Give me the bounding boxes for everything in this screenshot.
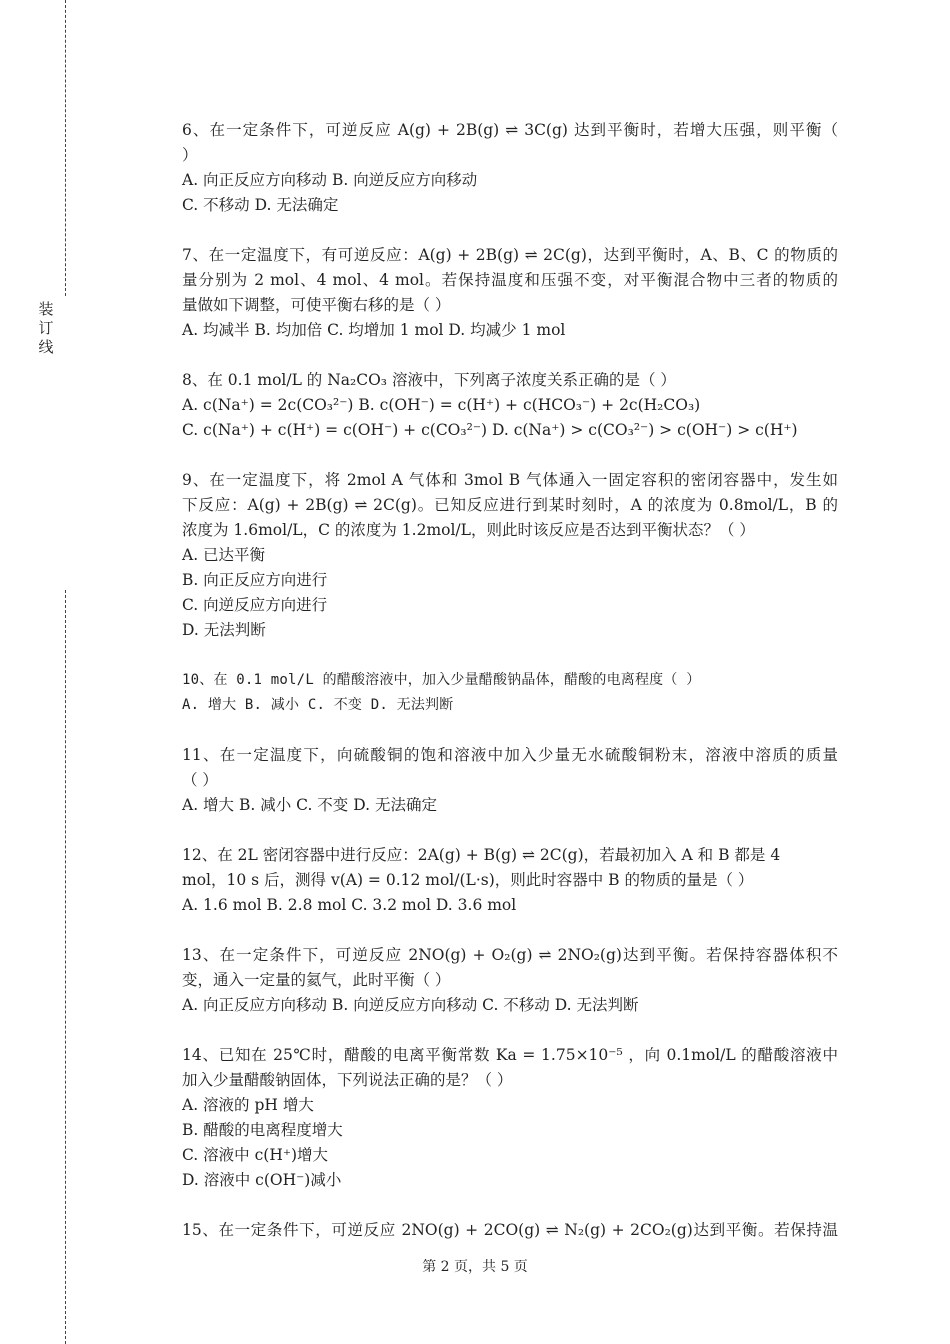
question-options: A. 增大 B. 减小 C. 不变 D. 无法判断: [182, 697, 454, 713]
question-option: D. 无法判断: [182, 621, 266, 639]
question-options: C. c(Na⁺) + c(H⁺) = c(OH⁻) + c(CO₃²⁻) D. c(Na⁺) > c(CO₃²⁻) > c(OH⁻) > c(H⁺): [182, 421, 798, 439]
question-options: A. c(Na⁺) = 2c(CO₃²⁻) B. c(OH⁻) = c(H⁺) + c(HCO₃⁻) + 2c(H₂CO₃): [182, 396, 701, 414]
question-option: A. 溶液的 pH 增大: [182, 1096, 314, 1114]
question-stem: 量做如下调整，可使平衡右移的是（ ）: [182, 296, 451, 314]
question-option: B. 醋酸的电离程度增大: [182, 1121, 343, 1139]
question-12: [182, 843, 838, 918]
question-options: A. 向正反应方向移动 B. 向逆反应方向移动: [182, 171, 478, 189]
question-stem: 6、在一定条件下，可逆反应 A(g) + 2B(g) ⇌ 3C(g) 达到平衡时，若增大压强，则平衡（: [182, 121, 838, 139]
question-stem: mol，10 s 后，测得 v(A) = 0.12 mol/(L·s)，则此时容器中 B 的物质的量是（ ）: [182, 871, 754, 889]
question-7: [182, 243, 838, 343]
question-10: [182, 668, 838, 718]
question-stem: 8、在 0.1 mol/L 的 Na₂CO₃ 溶液中，下列离子浓度关系正确的是（ ）: [182, 371, 676, 389]
question-8: [182, 368, 838, 443]
question-option: B. 向正反应方向进行: [182, 571, 328, 589]
question-option: D. 溶液中 c(OH⁻)减小: [182, 1171, 342, 1189]
question-6: [182, 118, 838, 218]
question-stem: ）: [182, 146, 198, 164]
question-options: A. 向正反应方向移动 B. 向逆反应方向移动 C. 不移动 D. 无法判断: [182, 996, 639, 1014]
question-stem: 12、在 2L 密闭容器中进行反应：2A(g) + B(g) ⇌ 2C(g)，若最初加入 A 和 B 都是 4: [182, 846, 781, 864]
question-option: C. 溶液中 c(H⁺)增大: [182, 1146, 329, 1164]
question-options: A. 增大 B. 减小 C. 不变 D. 无法确定: [182, 796, 437, 814]
binding-dashed-line-bottom: [65, 590, 66, 1344]
question-stem: （ ）: [182, 771, 218, 789]
question-11: [182, 743, 838, 818]
question-option: A. 已达平衡: [182, 546, 266, 564]
question-stem: 14、已知在 25℃时，醋酸的电离平衡常数 Ka = 1.75×10⁻⁵ ，向 0.1mol/L 的醋酸溶液中: [182, 1046, 838, 1064]
question-stem: 浓度为 1.6mol/L，C 的浓度为 1.2mol/L，则此时该反应是否达到平衡状态？（ ）: [182, 521, 755, 539]
question-stem: 11、在一定温度下，向硫酸铜的饱和溶液中加入少量无水硫酸铜粉末，溶液中溶质的质量: [182, 746, 838, 764]
question-option: C. 向逆反应方向进行: [182, 596, 328, 614]
question-stem: 7、在一定温度下，有可逆反应：A(g) + 2B(g) ⇌ 2C(g)，达到平衡时，A、B、C 的物质的: [182, 246, 838, 264]
question-stem: 下反应：A(g) + 2B(g) ⇌ 2C(g)。已知反应进行到某时刻时，A 的浓度为 0.8mol/L，B 的: [182, 496, 838, 514]
binding-label: [37, 300, 55, 357]
question-stem: 量分别为 2 mol、4 mol、4 mol。若保持温度和压强不变，对平衡混合物中三者的物质的: [182, 271, 838, 289]
question-stem: 10、在 0.1 mol/L 的醋酸溶液中，加入少量醋酸钠晶体，醋酸的电离程度（ ）: [182, 672, 701, 688]
question-13: [182, 943, 838, 1018]
binding-label-char: 订: [38, 319, 54, 337]
binding-label-char: 线: [38, 338, 54, 356]
question-15: [182, 1218, 838, 1243]
question-stem: 13、在一定条件下，可逆反应 2NO(g) + O₂(g) ⇌ 2NO₂(g)达到平衡。若保持容器体积不: [182, 946, 838, 964]
page-number: 第 2 页，共 5 页: [422, 1259, 528, 1275]
binding-dashed-line-top: [65, 0, 66, 296]
question-stem: 变，通入一定量的氦气，此时平衡（ ）: [182, 971, 451, 989]
binding-label-char: 装: [38, 300, 54, 318]
question-options: A. 均减半 B. 均加倍 C. 均增加 1 mol D. 均减少 1 mol: [182, 321, 566, 339]
question-stem: 9、在一定温度下，将 2mol A 气体和 3mol B 气体通入一固定容积的密闭容器中，发生如: [182, 471, 838, 489]
question-14: [182, 1043, 838, 1193]
question-options: A. 1.6 mol B. 2.8 mol C. 3.2 mol D. 3.6 mol: [182, 896, 517, 914]
question-stem: 加入少量醋酸钠固体，下列说法正确的是？（ ）: [182, 1071, 513, 1089]
question-options: C. 不移动 D. 无法确定: [182, 196, 339, 214]
question-list: [182, 118, 838, 1268]
question-9: [182, 468, 838, 643]
question-stem: 15、在一定条件下，可逆反应 2NO(g) + 2CO(g) ⇌ N₂(g) + 2CO₂(g)达到平衡。若保持温: [182, 1221, 838, 1239]
